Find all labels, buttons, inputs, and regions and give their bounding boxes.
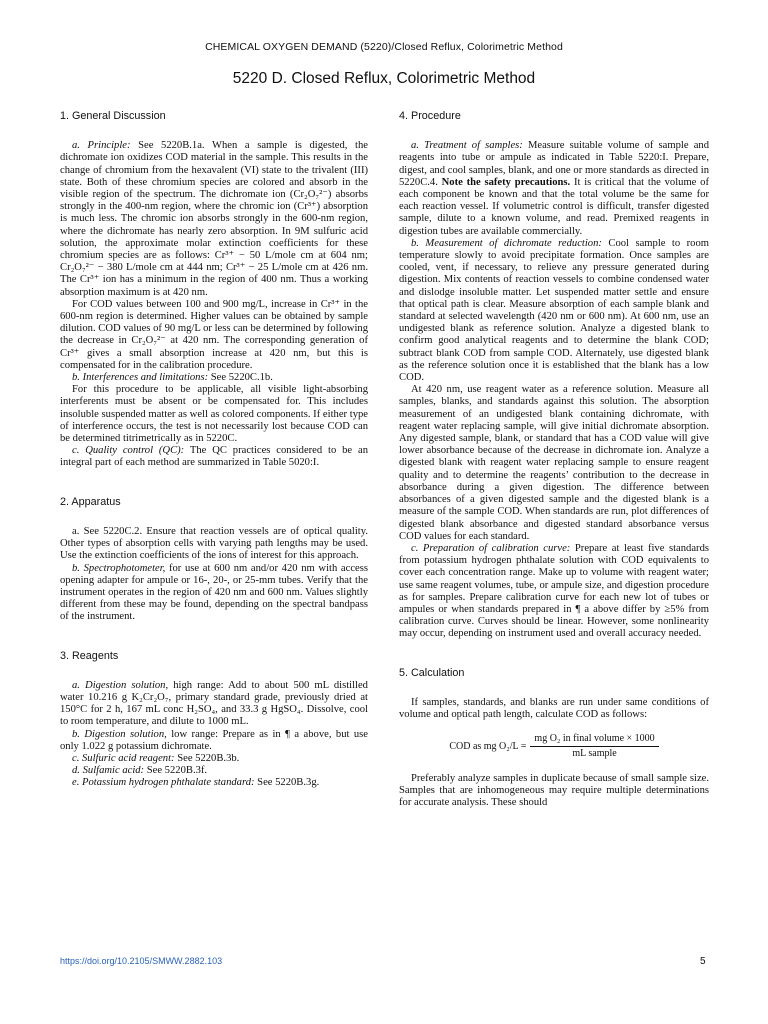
label-sulfuric-acid: c. Sulfuric acid reagent: xyxy=(72,752,175,764)
label-spectrophotometer: b. Spectrophotometer, xyxy=(72,562,166,574)
text-safety-note: Note the safety precautions. xyxy=(441,176,571,188)
paragraph-principle xyxy=(60,140,368,299)
paragraph-quality-control xyxy=(60,445,368,469)
paragraph-420nm: At 420 nm, use reagent water as a reference solution. Measure all samples, blanks, and standards against this solution. The absorption measurement of an undigested blank containing dichromate, with reagent water replacing sample, will give initial dichromate absorption. Any digested sample, blank, or standard that has a COD value will give lower absorbance because of the decrease in dichromate ion. Analyze a digested blank with reagent water replacing sample to ensure reagent quality and to determine the reagents’ contribution to the decrease in absorbance during a given digestion. The difference between absorbances of a given digested sample and the digested blank is a measure of the sample COD. When standards are run, plot differences of digested blank absorbance and digested standard absorbance versus COD values for each standard. xyxy=(399,384,709,542)
paragraph-cod-values: For COD values between 100 and 900 mg/L, increase in Cr³⁺ in the 600-nm region is determined. Higher values can be obtained by sample dilution. COD values of 90 mg/L or less can be determined by following the decrease in Cr₂O₇²⁻ at 420 nm. The corresponding generation of Cr³⁺ gives a small absorption increase at 420 nm, but this is compensated for in the calibration procedure. xyxy=(60,298,368,371)
paragraph-interferences xyxy=(60,372,368,384)
section-title: 5220 D. Closed Reflux, Colorimetric Method xyxy=(232,70,536,87)
page-number: 5 xyxy=(700,956,706,967)
right-column xyxy=(399,110,709,809)
formula-fraction xyxy=(530,733,658,760)
heading-procedure: 4. Procedure xyxy=(399,110,461,122)
doi-link[interactable]: https://doi.org/10.2105/SMWW.2882.103 xyxy=(60,956,223,966)
text-treatment-2: It is critical that the volume of each component be known and that the total volume be the same for each reaction vessel. If volumetric control is difficult, transfer digested sample, dilute to a known volume, and read. Premixed reagents in digestion tubes are available commercially. xyxy=(399,176,709,237)
left-column xyxy=(60,110,368,790)
paragraph-duplicate: Preferably analyze samples in duplicate because of small sample size. Samples that are inhomogeneous may require multiple determinations for accurate analysis. These should xyxy=(399,772,709,808)
label-khp-standard: e. Potassium hydrogen phthalate standard: xyxy=(72,777,255,789)
label-principle: a. Principle: xyxy=(72,140,131,152)
text-sulfamic-acid: See 5220B.3f. xyxy=(144,765,208,777)
paragraph-calibration-curve xyxy=(399,543,709,641)
formula-lhs: COD as mg O₂/L = xyxy=(449,740,527,752)
label-digestion-high: a. Digestion solution, xyxy=(72,679,169,691)
text-quality-control: The QC practices considered to be an integral part of each method are summarized in Table 5020:I. xyxy=(60,445,368,469)
label-dichromate-reduction: b. Measurement of dichromate reduction: xyxy=(411,237,602,249)
formula-numerator: mg O₂ in final volume × 1000 xyxy=(530,733,658,747)
text-dichromate-reduction: Cool sample to room temperature slowly to avoid precipitate formation. Once samples are cooled, vent, if necessary, to relieve any pressure generated during digestion. Mix contents of reaction vessels to combine condensed water and dislodge insoluble matter. Let suspended matter settle and ensure that optical path is clear. Measure absorption of each sample blank and standard at selected wavelength (420 nm or 600 nm). At 600 nm, use an undigested blank as reference solution. Analyze a digested blank to confirm good analytical reagents and to determine the blank COD; subtract blank COD from sample COD. Alternately, use digested blank as the reference solution once it is established that the blank has a low COD. xyxy=(399,237,710,384)
label-interferences: b. Interferences and limitations: xyxy=(72,372,209,384)
text-interferences: See 5220C.1b. xyxy=(208,372,273,384)
heading-calculation: 5. Calculation xyxy=(399,666,465,679)
paragraph-calculation: If samples, standards, and blanks are run under same conditions of volume and optical path length, calculate COD as follows: xyxy=(399,696,709,720)
text-sulfuric-acid: See 5220B.3b. xyxy=(174,752,240,764)
paragraph-khp-standard xyxy=(60,777,368,789)
text-digestion-low: low range: Prepare as in ¶ a above, but use only 1.022 g potassium dichromate. xyxy=(60,728,368,752)
paragraph-interferents: For this procedure to be applicable, all visible light-absorbing interferents must be absent or be compensated for. This includes insoluble suspended matter as well as colored components. If either type of interference occurs, the test is not necessarily lost because COD can be determined titrimetrically as in 5220C. xyxy=(60,384,368,445)
label-treatment: a. Treatment of samples: xyxy=(411,140,523,152)
paragraph-sulfamic-acid xyxy=(60,765,368,777)
cod-formula xyxy=(399,733,709,760)
label-sulfamic-acid: d. Sulfamic acid: xyxy=(72,765,145,777)
paragraph-sulfuric-acid xyxy=(60,753,368,765)
paragraph-apparatus-a: a. See 5220C.2. Ensure that reaction vessels are of optical quality. Other types of absorption cells with varying path lengths may be used. Use the extinction coefficients of the ions of interest for this approach. xyxy=(60,525,368,562)
heading-apparatus: 2. Apparatus xyxy=(60,495,121,508)
running-head: CHEMICAL OXYGEN DEMAND (5220)/Closed Reflux, Colorimetric Method xyxy=(205,41,563,53)
label-quality-control: c. Quality control (QC): xyxy=(72,445,185,457)
paragraph-dichromate-reduction xyxy=(399,238,709,384)
label-digestion-low: b. Digestion solution, xyxy=(72,728,167,740)
formula-denominator: mL sample xyxy=(572,748,617,760)
text-calibration-curve: Prepare at least five standards from potassium hydrogen phthalate solution with COD equivalents to cover each concentration range. Make up to volume with reagent water; use same reagent volumes, tube, or ampule size, and digestion procedure as for samples. Prepare calibration curve for each new lot of tubes or ampules or when standards prepared in ¶ a above differ by ≥5% from calibration curve. Curves should be linear. However, some nonlinearity may occur, depending on instrument used and overall accuracy needed. xyxy=(399,542,709,640)
heading-reagents: 3. Reagents xyxy=(60,649,119,662)
paragraph-digestion-low xyxy=(60,729,368,753)
paragraph-digestion-high xyxy=(60,680,368,729)
text-principle: See 5220B.1a. When a sample is digested, the dichromate ion oxidizes COD material in the sample. This results in the change of chromium from the hexavalent (VI) state to the trivalent (III) state. Both of these chromium species are colored and absorb in the visible region of the spectrum. The dichromate ion (Cr₂O₇²⁻) absorbs strongly in the 400-nm region, where the chromic ion (Cr³⁺) absorption is much less. The chromic ion absorbs strongly in the 600-nm region, where the dichromate has nearly zero absorption. In 9M sulfuric acid solution, the approximate molar extinction coefficients for these chromium species are as follows: Cr³⁺ − 50 L/mole cm at 604 nm; Cr₂O₇²⁻ − 380 L/mole cm at 444 nm; Cr³⁺ − 25 L/mole cm at 426 nm. The Cr³⁺ ion has a minimum in the region of 400 nm. Thus a working absorption maximum is at 420 nm. xyxy=(60,140,369,298)
label-calibration-curve: c. Preparation of calibration curve: xyxy=(411,542,571,554)
paragraph-treatment xyxy=(399,140,709,238)
text-treatment-1: Measure suitable volume of sample and reagents into tube or ampule as indicated in Table 5220:I. Prepare, digest, and cool samples, blank, and one or more standards as directed in 5220C.4. xyxy=(399,140,709,188)
paragraph-spectrophotometer xyxy=(60,563,368,624)
heading-general-discussion: 1. General Discussion xyxy=(60,110,166,122)
text-spectrophotometer: for use at 600 nm and/or 420 nm with access opening adapter for ampule or 16-, 20-, or 25-mm tubes. Verify that the instrument operates in the region of 420 nm and 600 nm. Values slightly different from these may be found, depending on the spectral bandpass of the instrument. xyxy=(60,562,368,623)
text-digestion-high: high range: Add to about 500 mL distilled water 10.216 g K₂Cr₂O₇, primary standard grade, previously dried at 150°C for 2 h, 167 mL conc H₂SO₄, and 33.3 g HgSO₄. Dissolve, cool to room temperature, and dilute to 1000 mL. xyxy=(60,679,368,728)
text-khp-standard: See 5220B.3g. xyxy=(254,777,320,789)
